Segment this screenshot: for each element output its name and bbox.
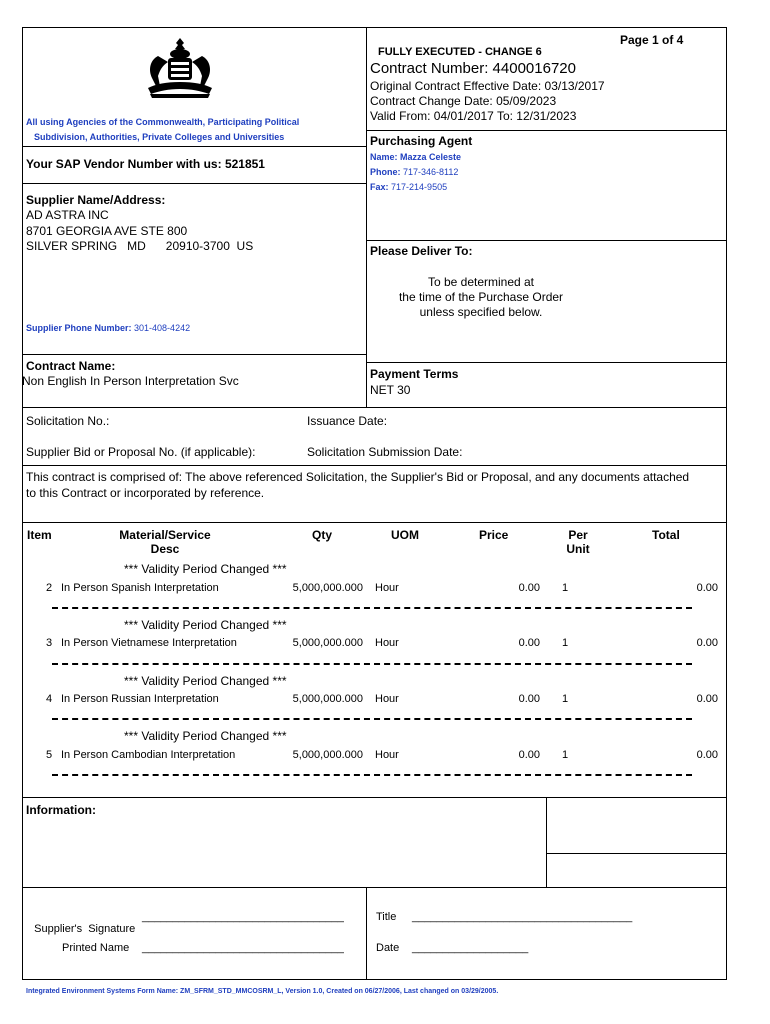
payment-terms-value: NET 30	[370, 383, 411, 397]
row-note: *** Validity Period Changed ***	[124, 562, 287, 576]
original-effective-date: Original Contract Effective Date: 03/13/2017	[370, 79, 605, 93]
header-qty: Qty	[312, 528, 333, 542]
agent-name: Name: Mazza Celeste	[370, 152, 462, 162]
row-total: 0.00	[696, 582, 718, 594]
header-uom: UOM	[391, 528, 419, 542]
supplier-city: SILVER SPRING MD 20910-3700 US	[26, 239, 254, 253]
supplier-street: 8701 GEORGIA AVE STE 800	[26, 224, 188, 238]
valid-range: Valid From: 04/01/2017 To: 12/31/2023	[370, 109, 577, 123]
header-price: Price	[479, 528, 509, 542]
submission-date-label: Solicitation Submission Date:	[307, 445, 463, 459]
date-label: Date	[376, 942, 400, 954]
date-line[interactable]: ___________________	[412, 942, 529, 954]
row-per: 1	[562, 693, 569, 705]
signature-line[interactable]: _________________________________	[142, 911, 344, 923]
row-separator	[52, 607, 692, 609]
row-note: *** Validity Period Changed ***	[124, 674, 287, 688]
row-per: 1	[562, 749, 569, 761]
row-total: 0.00	[696, 749, 718, 761]
supplier-phone: Supplier Phone Number: 301-408-4242	[26, 323, 191, 333]
contract-name: Non English In Person Interpretation Svc	[22, 374, 239, 388]
bid-proposal-label: Supplier Bid or Proposal No. (if applicable):	[26, 445, 256, 459]
agencies-line-1: All using Agencies of the Commonwealth, Participating Political	[26, 117, 300, 127]
commonwealth-seal-icon	[140, 36, 220, 102]
supplier-name: AD ASTRA INC	[26, 208, 109, 222]
contract-number: 4400016720	[492, 60, 576, 77]
row-per: 1	[562, 637, 569, 649]
agencies-line-2: Subdivision, Authorities, Private Colleges and Universities	[34, 132, 285, 142]
row-uom: Hour	[375, 749, 399, 761]
row-uom: Hour	[375, 582, 399, 594]
form-footer: Integrated Environment Systems Form Name: ZM_SFRM_STD_MMCOSRM_L, Version 1.0, Created on 06/27/2006, Last changed on 03/29/2005.	[26, 988, 499, 995]
row-item: 4	[46, 693, 53, 705]
printed-name-label: Printed Name	[62, 942, 130, 954]
row-uom: Hour	[375, 693, 399, 705]
row-price: 0.00	[518, 693, 540, 705]
row-desc: In Person Cambodian Interpretation	[61, 749, 236, 761]
row-total: 0.00	[696, 637, 718, 649]
row-qty: 5,000,000.000	[292, 693, 363, 705]
row-item: 5	[46, 749, 53, 761]
supplier-signature: Supplier's Signature	[34, 923, 136, 935]
contract-name-label: Contract Name:	[26, 359, 116, 373]
supplier-label: Supplier Name/Address:	[26, 193, 166, 207]
row-item: 3	[46, 637, 53, 649]
printed-name-line[interactable]: _________________________________	[142, 942, 344, 954]
row-price: 0.00	[518, 637, 540, 649]
header-per-unit: Per Unit	[566, 528, 590, 556]
row-qty: 5,000,000.000	[292, 582, 363, 594]
row-total: 0.00	[696, 693, 718, 705]
row-price: 0.00	[518, 749, 540, 761]
row-desc: In Person Russian Interpretation	[61, 693, 219, 705]
row-qty: 5,000,000.000	[292, 749, 363, 761]
row-qty: 5,000,000.000	[292, 637, 363, 649]
information-label: Information:	[26, 803, 96, 817]
row-separator	[52, 663, 692, 665]
comprised-line-2: to this Contract or incorporated by reference.	[26, 486, 265, 500]
row-price: 0.00	[518, 582, 540, 594]
deliver-line-3: unless specified below.	[419, 305, 543, 319]
agent-fax: Fax: 717-214-9505	[370, 182, 448, 192]
header-total: Total	[652, 528, 680, 542]
vendor-number: Your SAP Vendor Number with us: 521851	[26, 157, 265, 171]
row-desc: In Person Spanish Interpretation	[61, 582, 219, 594]
row-separator	[52, 774, 692, 776]
header-material: Material/Service Desc	[119, 528, 211, 556]
row-per: 1	[562, 582, 569, 594]
page-number: Page 1 of 4	[620, 33, 684, 47]
deliver-line-1: To be determined at	[427, 275, 535, 289]
agent-phone: Phone: 717-346-8112	[370, 167, 459, 177]
comprised-line-1: This contract is comprised of: The above referenced Solicitation, the Supplier's Bid or Proposal, and any documents attached	[26, 470, 690, 484]
row-desc: In Person Vietnamese Interpretation	[61, 637, 237, 649]
payment-terms-label: Payment Terms	[370, 367, 459, 381]
title-line[interactable]: ____________________________________	[412, 911, 633, 923]
contract-status: FULLY EXECUTED - CHANGE 6	[378, 46, 542, 58]
header-item: Item	[27, 528, 52, 542]
purchasing-agent-title: Purchasing Agent	[370, 134, 473, 148]
contract-number-line: Contract Number: 4400016720	[370, 60, 576, 77]
change-date: Contract Change Date: 05/09/2023	[370, 94, 557, 108]
deliver-to-title: Please Deliver To:	[370, 244, 473, 258]
row-note: *** Validity Period Changed ***	[124, 618, 287, 632]
row-note: *** Validity Period Changed ***	[124, 729, 287, 743]
title-label: Title	[376, 911, 397, 923]
deliver-line-2: the time of the Purchase Order	[398, 290, 564, 304]
row-uom: Hour	[375, 637, 399, 649]
issuance-date-label: Issuance Date:	[307, 414, 388, 428]
upper-divider	[366, 27, 367, 407]
solicitation-no-label: Solicitation No.:	[26, 414, 110, 428]
row-separator	[52, 718, 692, 720]
row-item: 2	[46, 582, 53, 594]
